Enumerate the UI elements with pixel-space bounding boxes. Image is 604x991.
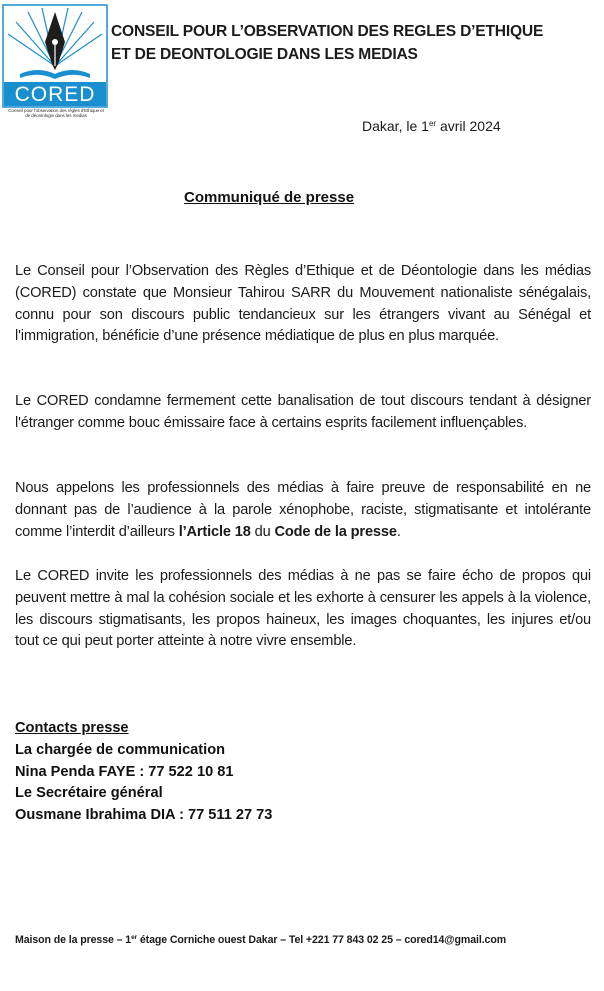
paragraph-2: Le CORED condamne fermement cette banalisation de tout discours tendant à désigner l'étranger comme bouc émissaire face à certains esprits facilement influençables.	[15, 393, 591, 431]
paragraph-1: Le Conseil pour l’Observation des Règles d’Ethique et de Déontologie dans les médias (CORED) constate que Monsieur Tahirou SARR du Mouvement nationaliste sénégalais, connu pour son discours public tendancieux sur les étrangers vivant au Sénégal et l'immigration, bénéficie d’une présence médiatique de plus en plus marquée.	[15, 263, 591, 345]
organization-name	[111, 20, 597, 66]
organization-name-line2: ET DE DEONTOLOGIE DANS LES MEDIAS	[111, 46, 418, 63]
contacts-heading: Contacts presse	[15, 720, 129, 736]
logo-caption: Conseil pour l'observation des règles d'Ethique et de déontologie dans les medias	[8, 108, 104, 119]
contact-role-secretary: Le Secrétaire général	[15, 785, 163, 802]
footer-sup: er	[131, 934, 138, 941]
contact-person-secretary: Ousmane Ibrahima DIA : 77 511 27 73	[15, 807, 273, 824]
contact-person-communication: Nina Penda FAYE : 77 522 10 81	[15, 763, 234, 780]
dateline	[362, 118, 501, 134]
footer-prefix: Maison de la presse – 1	[15, 934, 132, 946]
paragraph-3-connector: du	[250, 523, 275, 540]
paragraph-3	[15, 478, 591, 543]
organization-name-line1: CONSEIL POUR L’OBSERVATION DES REGLES D’ETHIQUE	[111, 23, 544, 40]
paragraph-3-text: Nous appelons les professionnels des médias à faire preuve de responsabilité en ne donnant pas de l’audience à la parole xénophobe, raciste, stigmatisante et intolérante comme l’interdit d’ailleurs	[15, 480, 591, 540]
press-contacts	[15, 718, 272, 827]
contact-role-communication: La chargée de communication	[15, 741, 226, 758]
paragraph-3-end: .	[396, 523, 401, 540]
footer-address	[15, 934, 595, 946]
cored-logo-emblem	[2, 4, 108, 108]
paragraph-4: Le CORED invite les professionnels des médias à ne pas se faire écho de propos qui peuvent mettre à mal la cohésion sociale et les exhorte à censurer les appels à la violence, les discours stigmatisants, les propos haineux, les images choquantes, les injures et/ou tout ce qui peut porter atteinte à notre vivre ensemble.	[15, 568, 591, 650]
logo-wordmark: CORED	[14, 83, 96, 106]
footer-suffix: étage Corniche ouest Dakar – Tel +221 77 843 02 25 – cored14@gmail.com	[137, 934, 507, 946]
document-title: Communiqué de presse	[184, 189, 355, 206]
dateline-suffix: avril 2024	[436, 118, 501, 134]
code-reference: Code de la presse	[274, 523, 397, 540]
dateline-sup: er	[428, 119, 437, 128]
dateline-prefix: Dakar, le 1	[362, 118, 429, 134]
article-reference: l’Article 18	[178, 523, 251, 540]
